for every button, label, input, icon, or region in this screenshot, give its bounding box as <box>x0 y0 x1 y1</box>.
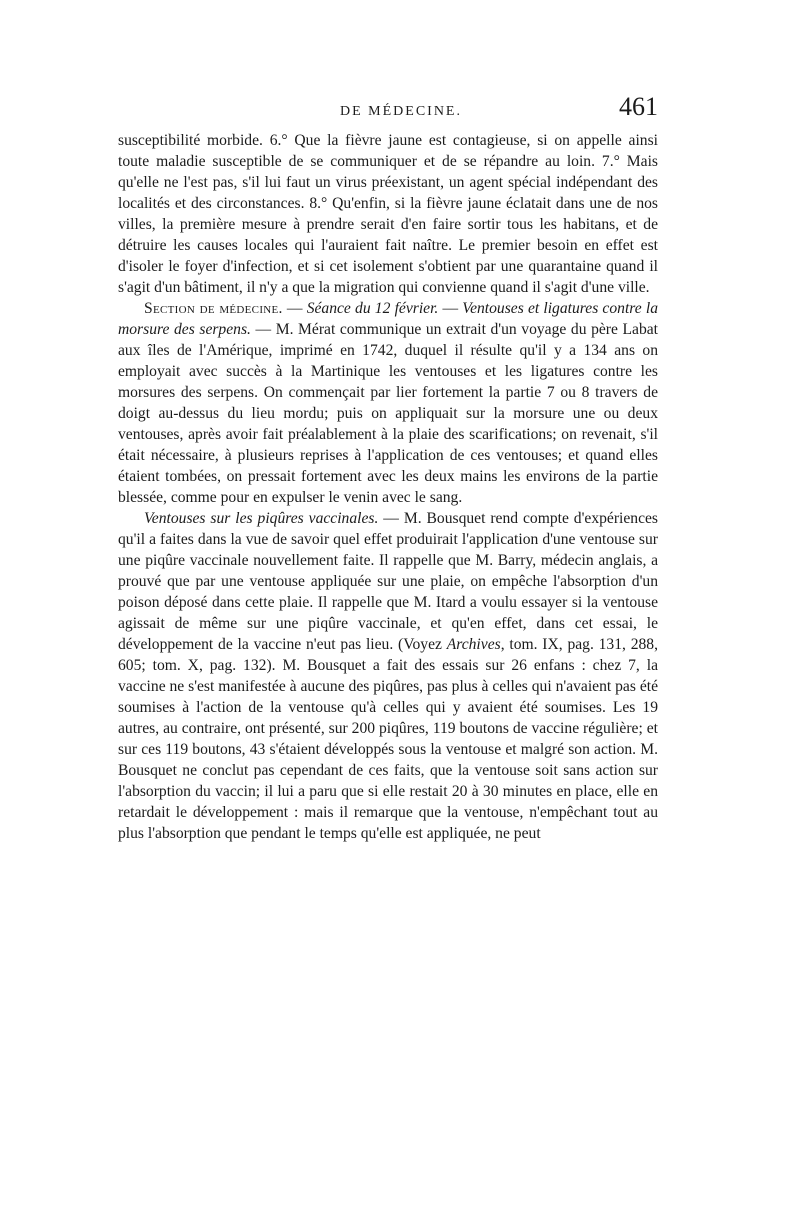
session-date: Séance du 12 février. <box>306 300 439 317</box>
page-header <box>118 92 658 126</box>
page-number: 461 <box>619 92 658 121</box>
article-title: Ventouses sur les piqûres vaccinales. <box>144 510 379 527</box>
dash-separator: — <box>378 510 404 527</box>
article-title: Ventouses et ligatures contre la morsure des serpens. <box>118 300 659 338</box>
dash-separator: — <box>438 300 463 317</box>
paragraph-yellow-fever <box>118 130 658 298</box>
paragraph-text: susceptibilité morbide. 6.° Que la fièvre jaune est contagieuse, si on appelle ainsi toute maladie susceptible de se communiquer et de se répandre au loin. 7.° Mais qu'elle ne l'est pas, s'il lui faut un virus préexistant, un agent spécial indépendant des localités et des circonstances. 8.° Qu'enfin, si la fièvre jaune éclatait dans une de nos villes, la première mesure à prendre serait d'en faire sortir tous les habitans, et de détruire les causes locales qui l'auraient fait naître. Le premier besoin en effet est d'isoler le foyer d'infection, et si cet isolement s'obtient par une quarantaine quand il s'agit d'un bâtiment, il n'y a que la migration qui convienne quand il s'agit d'une ville. <box>118 132 658 296</box>
body-text <box>118 130 658 844</box>
paragraph-vaccine-cupping <box>118 508 658 844</box>
paragraph-text: M. Bousquet rend compte d'expériences qu'il a faites dans la vue de savoir quel effet produirait l'application d'une ventouse sur une piqûre vaccinale nouvellement faite. Il rappelle que M. Barry, médecin anglais, a prouvé que par une ventouse appliquée sur une plaie, on empêche l'absorption d'un poison déposé dans cette plaie. Il rappelle que M. Itard a voulu essayer si la ventouse agissait de même sur une piqûre vaccinale, et qu'en effet, dans cet essai, le développement de la vaccine n'eut pas lieu. (Voyez <box>118 510 659 653</box>
journal-name: Archives <box>446 636 501 653</box>
dash-separator: — <box>250 321 276 338</box>
running-head: DE MÉDECINE. <box>340 104 462 119</box>
section-label: Section de médecine. <box>144 300 283 317</box>
paragraph-text: M. Mérat communique un extrait d'un voyage du père Labat aux îles de l'Amérique, imprimé en 1742, duquel il résulte qu'il y a 134 ans on employait avec succès à la Martinique les ventouses et les ligatures contre les morsures des serpens. On commençait par lier fortement la partie 7 ou 8 travers de doigt au-dessus du lieu mordu; puis on appliquait sur la morsure une ou deux ventouses, après avoir fait préalablement à la plaie des scarifications; on revenait, s'il était nécessaire, à plusieurs reprises à l'application de ces ventouses; et quand elles étaient tombées, on pressait fortement avec les deux mains les environs de la partie blessée, comme pour en expulser le venin avec le sang. <box>118 321 659 506</box>
paragraph-text: , tom. IX, pag. 131, 288, 605; tom. X, pag. 132). M. Bousquet a fait des essais sur 26 enfans : chez 7, la vaccine ne s'est manifestée à aucune des piqûres, pas plus à celles qui n'avaient pas été soumises à l'action de la ventouse qu'à celles qui y avaient été soumises. Les 19 autres, au contraire, ont présenté, sur 200 piqûres, 119 boutons de vaccine régulière; et sur ces 119 boutons, 43 s'étaient développés sous la ventouse et malgré son action. M. Bousquet ne conclut pas cependant de ces faits, que la ventouse soit sans action sur l'absorption du vaccin; il lui a paru que si elle restait 20 à 30 minutes en place, elle en retardait le développement : mais il remarque que la ventouse, n'empêchant tout au plus l'absorption que pendant le temps qu'elle est appliquée, ne peut <box>118 636 658 842</box>
dash-separator: — <box>282 300 307 317</box>
paragraph-snake-bites <box>118 298 658 508</box>
